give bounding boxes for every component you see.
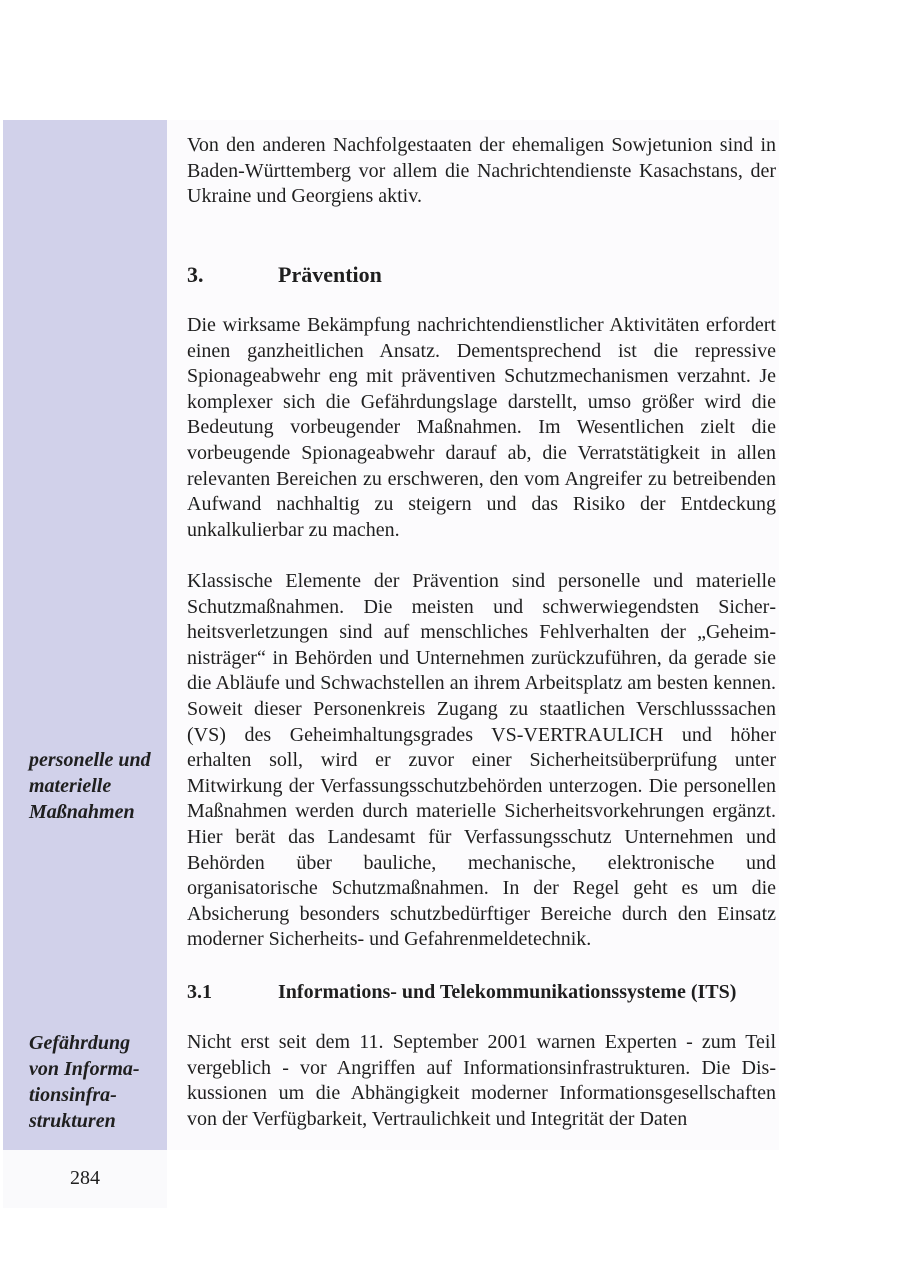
- paragraph-praevention-2: Klassische Elemente der Prävention sind personelle und materielle Schutzmaßnahmen. Die meisten und schwerwiegendsten Sicherheitsverletzungen sind auf menschliches Fehlverhalten der „Geheimnisträger“ in Behörden und Unternehmen zurückzuführen, da gerade sie die Abläufe und Schwachstellen an ihrem Arbeitsplatz am besten kennen. Soweit dieser Personenkreis Zugang zu staatlichen Verschlusssachen (VS) des Geheimhaltungsgrades VS-VERTRAULICH und höher erhalten soll, wird er zuvor einer Sicherheitsüberprüfung unter Mitwirkung der Verfassungsschutzbehörden unterzogen. Die personellen Maßnahmen werden durch materielle Sicherheitsvorkehrungen ergänzt. Hier berät das Landesamt für Verfassungsschutz Unternehmen und Behörden über bauliche, mechanische, elektronische und organisatorische Schutzmaßnahmen. In der Regel geht es um die Absicherung besonders schutzbedürftiger Bereiche durch den Einsatz moderner Sicherheits- und Gefahrenmeldetechnik.: [187, 570, 776, 951]
- margin-note-gefaehrdung: Gefährdung von Informationsinfrastrukturen: [29, 1032, 140, 1132]
- section-number: 3.: [187, 262, 204, 287]
- paragraph-praevention-1: Die wirksame Bekämpfung nachrichtendienstlicher Aktivitäten erfordert einen ganzheitlichen Ansatz. Dementsprechend ist die repressive Spionageabwehr eng mit präventiven Schutzmechanismen verzahnt. Je komplexer sich die Gefährdungslage darstellt, umso größer wird die Bedeutung vorbeugender Maßnahmen. Im Wesentlichen zielt die vorbeugende Spionageabwehr darauf ab, die Verratstätigkeit in allen relevanten Bereichen zu erschweren, den vom Angreifer zu betreibenden Aufwand nachhaltig zu steigern und das Risiko der Entdeckung unkalkulierbar zu machen.: [187, 314, 776, 541]
- paragraph-intro: Von den anderen Nachfolgestaaten der ehemaligen Sowjetunion sind in Baden-Württemberg vor allem die Nachrichtendienste Kasachstans, der Ukraine und Georgiens aktiv.: [187, 134, 776, 208]
- margin-note-personelle-massnahmen: personelle und materielle Maßnahmen: [29, 749, 151, 823]
- subsection-heading-its: [187, 979, 736, 1005]
- page-number: 284: [70, 1167, 100, 1189]
- paragraph-its: Nicht erst seit dem 11. September 2001 warnen Experten - zum Teil vergeblich - vor Angriffen auf Informationsinfrastrukturen. Die Diskussionen um die Abhängigkeit moderner Informationsgesellschaften von der Verfügbarkeit, Vertraulichkeit und Integrität der Daten: [187, 1031, 776, 1130]
- section-title: Prävention: [278, 262, 382, 287]
- section-heading-praevention: [187, 261, 382, 289]
- subsection-number: 3.1: [187, 981, 212, 1003]
- sidebar-margin: [3, 120, 167, 1150]
- subsection-title: Informations- und Telekommunikationssysteme (ITS): [278, 981, 737, 1003]
